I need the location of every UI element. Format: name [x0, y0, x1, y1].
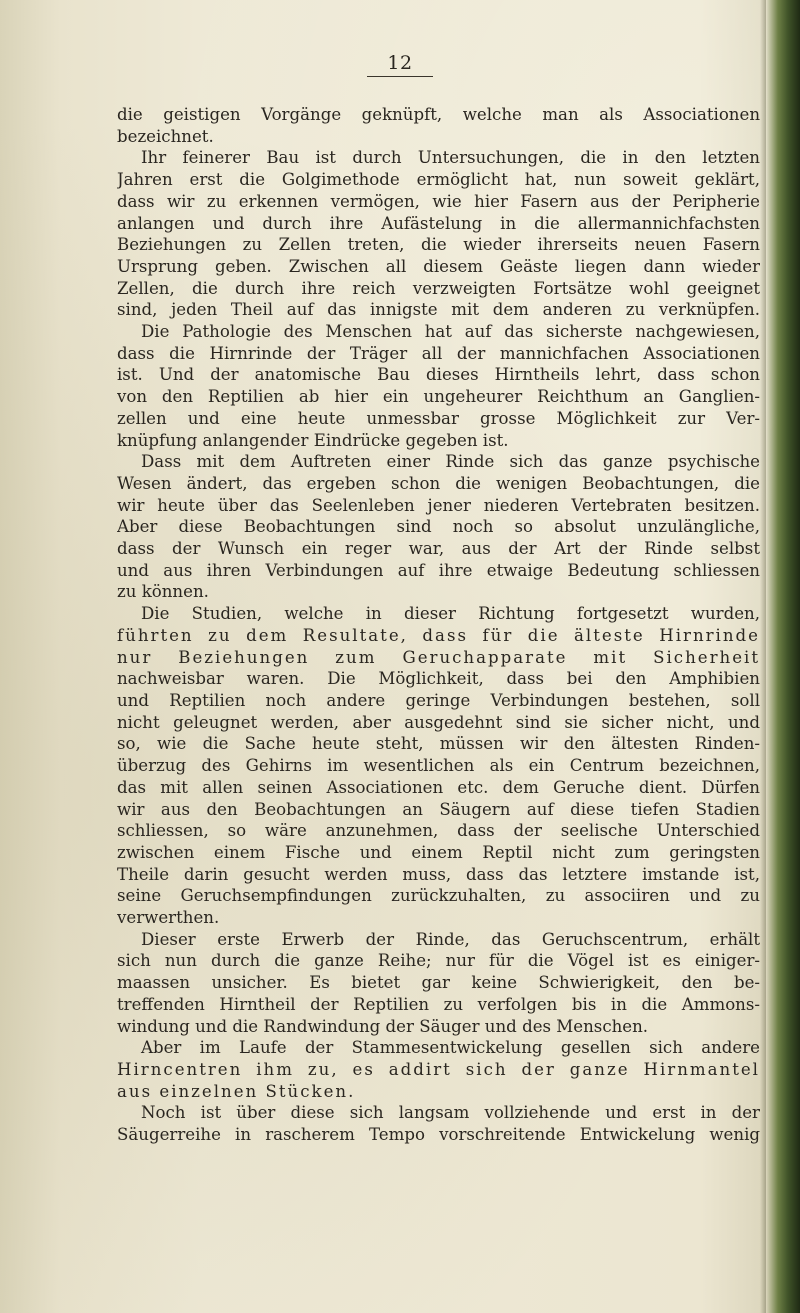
text-line: die geistigen Vorgänge geknüpft, welche man als Associationen	[117, 105, 760, 124]
text-line: windung und die Randwindung der Säuger und des Menschen.	[117, 1016, 649, 1036]
text-line: zwischen einem Fische und einem Reptil nicht zum geringsten	[117, 842, 760, 862]
text-line: Dieser erste Erwerb der Rinde, das Geruchscentrum, erhält	[141, 929, 760, 949]
text-line: Beziehungen zu Zellen treten, die wieder ihrerseits neuen Fasern	[117, 235, 760, 255]
text-line: zellen und eine heute unmessbar grosse Möglichkeit zur Ver-	[117, 408, 760, 428]
text-line: so, wie die Sache heute steht, müssen wir den ältesten Rinden-	[117, 734, 760, 754]
text-line: nur Beziehungen zum Geruchapparate mit Sicherheit	[117, 647, 760, 667]
body-text	[117, 104, 760, 1146]
text-line: und Reptilien noch andere geringe Verbindungen bestehen, soll	[117, 690, 760, 710]
text-line: führten zu dem Resultate, dass für die älteste Hirnrinde	[117, 625, 760, 645]
text-line: wir heute über das Seelenleben jener niederen Vertebraten besitzen.	[117, 495, 760, 515]
text-line: Wesen ändert, das ergeben schon die wenigen Beobachtungen, die	[117, 473, 760, 493]
text-line: treffenden Hirntheil der Reptilien zu verfolgen bis in die Ammons-	[117, 994, 760, 1014]
text-line: sich nun durch die ganze Reihe; nur für die Vögel ist es einiger-	[117, 951, 760, 971]
text-line: dass die Hirnrinde der Träger all der mannichfachen Associationen	[117, 343, 760, 363]
text-line: Hirncentren ihm zu, es addirt sich der ganze Hirnmantel	[117, 1059, 760, 1079]
text-line: wir aus den Beobachtungen an Säugern auf diese tiefen Stadien	[117, 799, 760, 819]
page-number-text: 12	[367, 52, 432, 77]
text-line: sind, jeden Theil auf das innigste mit dem anderen zu verknüpfen.	[117, 300, 760, 320]
text-line: nachweisbar waren. Die Möglichkeit, dass bei den Amphibien	[117, 669, 760, 689]
text-line: knüpfung anlangender Eindrücke gegeben ist.	[117, 430, 509, 450]
text-line: dass der Wunsch ein reger war, aus der Art der Rinde selbst	[117, 539, 760, 559]
text-line: verwerthen.	[117, 908, 220, 928]
text-line: Jahren erst die Golgimethode ermöglicht hat, nun soweit geklärt,	[117, 170, 760, 190]
text-line: von den Reptilien ab hier ein ungeheurer Reichthum an Ganglien-	[117, 387, 760, 407]
text-line: dass wir zu erkennen vermögen, wie hier Fasern aus der Peripherie	[117, 191, 760, 211]
text-line: aus einzelnen Stücken.	[117, 1081, 356, 1101]
text-line: seine Geruchsempfindungen zurückzuhalten, zu associiren und zu	[117, 886, 760, 906]
text-line: Die Pathologie des Menschen hat auf das sicherste nachgewiesen,	[141, 322, 760, 342]
text-line: Dass mit dem Auftreten einer Rinde sich das ganze psychische	[141, 452, 760, 472]
text-line: ist. Und der anatomische Bau dieses Hirntheils lehrt, dass schon	[117, 365, 760, 385]
text-line: und aus ihren Verbindungen auf ihre etwaige Bedeutung schliessen	[117, 560, 760, 580]
text-line: maassen unsicher. Es bietet gar keine Schwierigkeit, den be-	[117, 973, 760, 993]
text-line: Ursprung geben. Zwischen all diesem Geäste liegen dann wieder	[117, 256, 760, 276]
text-line: Noch ist über diese sich langsam vollziehende und erst in der	[141, 1103, 760, 1123]
text-line: schliessen, so wäre anzunehmen, dass der seelische Unterschied	[117, 821, 760, 841]
text-line: Aber im Laufe der Stammesentwickelung gesellen sich andere	[141, 1038, 760, 1058]
text-line: bezeichnet.	[117, 126, 214, 146]
text-line: Die Studien, welche in dieser Richtung fortgesetzt wurden,	[141, 604, 760, 624]
text-line: anlangen und durch ihre Aufästelung in die allermannichfachsten	[117, 213, 760, 233]
text-line: das mit allen seinen Associationen etc. dem Geruche dient. Dürfen	[117, 777, 760, 797]
text-line: Theile darin gesucht werden muss, dass das letztere imstande ist,	[117, 864, 760, 884]
text-line: Aber diese Beobachtungen sind noch so absolut unzulängliche,	[117, 517, 760, 537]
text-line: nicht geleugnet werden, aber ausgedehnt sind sie sicher nicht, und	[117, 712, 760, 732]
text-line: Säugerreihe in rascherem Tempo vorschreitende Entwickelung wenig	[117, 1125, 760, 1145]
text-line: überzug des Gehirns im wesentlichen als ein Centrum bezeichnen,	[117, 756, 760, 776]
text-line: zu können.	[117, 582, 209, 602]
book-binding	[766, 0, 800, 1313]
text-line: Ihr feinerer Bau ist durch Untersuchungen, die in den letzten	[141, 148, 760, 168]
text-line: Zellen, die durch ihre reich verzweigten Fortsätze wohl geeignet	[117, 278, 760, 298]
page-number	[0, 52, 800, 77]
